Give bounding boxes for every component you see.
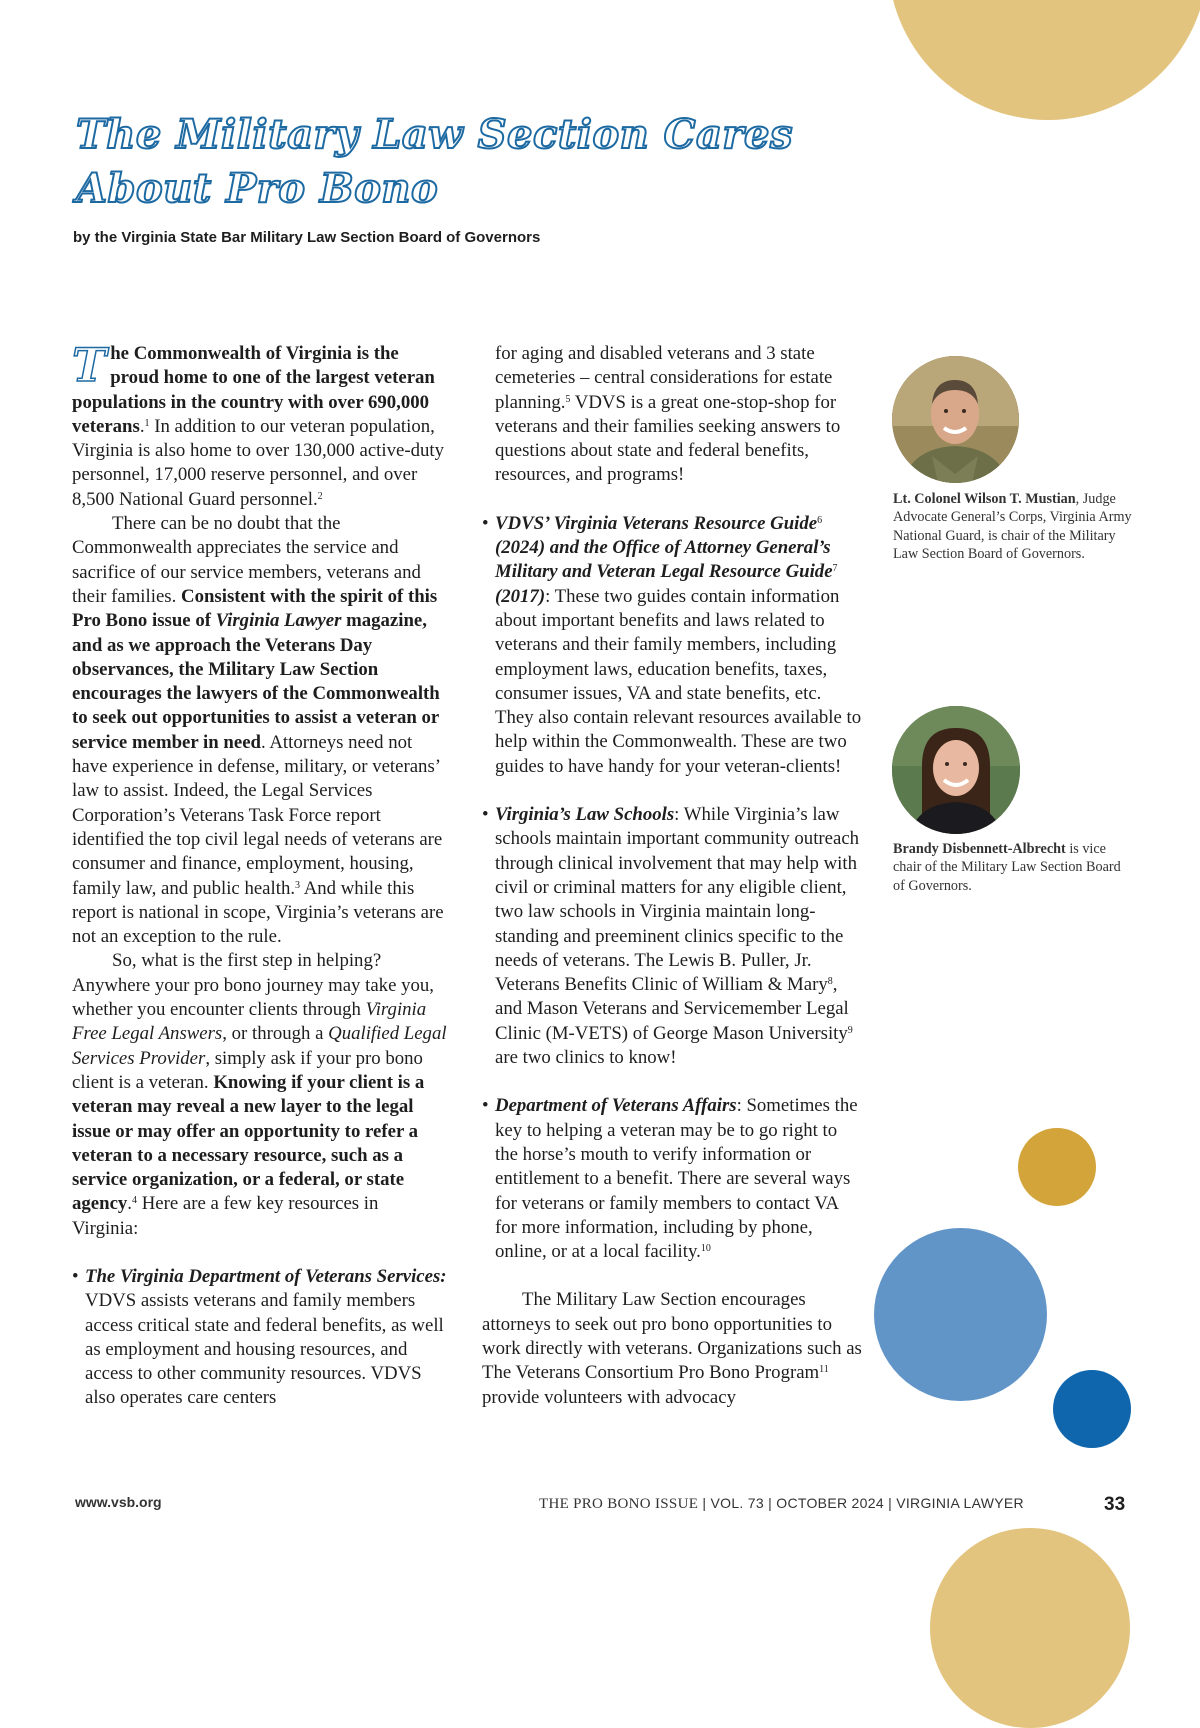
page-number: 33 — [1104, 1494, 1126, 1515]
caption-name: Brandy Disbennett-Albrecht — [893, 841, 1066, 857]
lead-bold: he Commonwealth of Virginia is the proud home to one of the largest veteran populations in the country with over 690,000 veterans — [72, 343, 435, 437]
bullet-icon: • — [72, 1265, 79, 1287]
footnote-ref: 10 — [700, 1243, 711, 1255]
caption-vice-chair: Brandy Disbennett-Albrecht is vice chair of the Military Law Section Board of Governors. — [893, 841, 1121, 894]
footnote-ref: 11 — [819, 1364, 829, 1376]
caption-name: Lt. Colonel Wilson T. Mustian — [893, 491, 1076, 507]
bullet-icon: • — [482, 804, 489, 826]
portrait-brandy-disbennett-albrecht — [892, 706, 1020, 834]
footnote-ref: 4 — [132, 1195, 137, 1207]
byline: by the Virginia State Bar Military Law Section Board of Governors — [73, 229, 541, 246]
closing-paragraph: The Military Law Section encourages attorneys to seek out pro bono opportunities to work directly with veterans. Organizations such as The Veterans Consortium Pro Bono Program$^{11}$ provide volunteers with advocacy — [482, 1289, 862, 1408]
footnote-ref: 6 — [817, 514, 823, 526]
decorative-circle-light-blue — [874, 1228, 1047, 1401]
decorative-circle-gold — [1018, 1128, 1096, 1206]
footnote-ref: 7 — [832, 563, 838, 575]
portrait-wilson-mustian — [892, 356, 1019, 483]
bullet-resource-guides: • VDVS’ Virginia Veterans Resource Guide$^6$ (2024) and the Office of Attorney General’s Military and Veteran Legal Resource Guide$^7$ (2017): These two guides contain information about important benefits and laws related to veterans and their family members, including employment laws, education benefits, taxes, consumer issues, VA and state benefits, etc. They also contain relevant resources available to help within the Commonwealth. These are two guides to have handy for your veteran-clients! — [482, 512, 862, 777]
bullet-law-schools: • Virginia’s Law Schools: While Virginia’s law schools maintain important community outreach through clinical involvement that may help with civil or criminal matters for any eligible client, two law schools in Virginia maintain long-standing and preeminent clinics specific to the needs of veterans. The Lewis B. Puller, Jr. Veterans Benefits Clinic of William & Mary$^8$, and Mason Veterans and Servicemember Legal Clinic (M-VETS) of George Mason University$^9$ are two clinics to know! — [482, 804, 860, 1069]
article-column-2 — [482, 342, 864, 1410]
footnote-ref: 2 — [317, 490, 323, 502]
article-column-1 — [72, 338, 448, 1411]
footnote-ref: 5 — [565, 393, 571, 405]
paragraph-1: The Commonwealth of Virginia is the proud home to one of the largest veteran populations in the country with over 690,000 veterans.$^1$ In addition to our veteran population, Virginia is also home to over 130,000 active-duty personnel, 17,000 reserve personnel, and over 8,500 National Guard personnel.$^2$ — [72, 338, 444, 510]
decorative-circle-top — [888, 0, 1200, 120]
decorative-circle-bottom — [930, 1528, 1130, 1728]
caption-chair: Lt. Colonel Wilson T. Mustian, Judge Advocate General’s Corps, Virginia Army National Guard, is chair of the Military Law Section Board of Governors. — [893, 491, 1132, 562]
bullet-vdvs-continued: for aging and disabled veterans and 3 state cemeteries – central considerations for estate planning.$^5$ VDVS is a great one-stop-shop for veterans and their families seeking answers to questions about state and federal benefits, resources, and programs! — [495, 343, 841, 486]
bullet-vdvs: • The Virginia Department of Veterans Services: VDVS assists veterans and family members access critical state and federal benefits, as well as employment and housing resources, and access to other community resources. VDVS also operates care centers — [72, 1265, 447, 1409]
article-title — [76, 108, 856, 216]
footnote-ref: 3 — [295, 879, 301, 891]
bullet-va: • Department of Veterans Affairs: Sometimes the key to helping a veteran may be to go right to the horse’s mouth to verify information or entitlement to a benefit. There are several ways for veterans or family members to contact VA for more information, including by phone, online, or at a local facility.$^{10}$ — [482, 1095, 858, 1263]
title-line-2: About Pro Bono — [76, 165, 439, 212]
drop-cap: T — [72, 338, 107, 392]
decorative-circle-dark-blue — [1053, 1370, 1131, 1448]
footnote-ref: 8 — [827, 976, 833, 988]
footer-issue-line: THE PRO BONO ISSUE | VOL. 73 | OCTOBER 2024 | VIRGINIA LAWYER — [539, 1495, 1024, 1512]
paragraph-3: So, what is the first step in helping? Anywhere your pro bono journey may take you, whether you encounter clients through Virginia Free Legal Answers, or through a Qualified Legal Services Provider, simply ask if your pro bono client is a veteran. Knowing if your client is a veteran may reveal a new layer to the legal issue or may offer an opportunity to refer a veteran to a necessary resource, such as a service organization, or a federal, or state agency.$^4$ Here are a few key resources in Virginia: — [72, 950, 447, 1239]
bullet-icon: • — [482, 1095, 489, 1117]
paragraph-2: There can be no doubt that the Commonwealth appreciates the service and sacrifice of our service members, veterans and their families. Consistent with the spirit of this Pro Bono issue of Virginia Lawyer magazine, and as we approach the Veterans Day observances, the Military Law Section encourages the lawyers of the Commonwealth to seek out opportunities to assist a veteran or service member in need. Attorneys need not have experience in defense, military, or veterans’ law to assist. Indeed, the Legal Services Corporation’s Veterans Task Force report identified the top civil legal needs of veterans are consumer and finance, employment, housing, family law, and public health.$^3$ And while this report is national in scope, Virginia’s veterans are not an exception to the rule. — [72, 513, 444, 948]
footer-url[interactable]: www.vsb.org — [75, 1494, 162, 1510]
bullet-icon: • — [482, 512, 489, 534]
title-line-1: The Military Law Section Cares — [76, 111, 793, 158]
footnote-ref: 9 — [847, 1024, 853, 1036]
footnote-ref: 1 — [144, 417, 150, 429]
